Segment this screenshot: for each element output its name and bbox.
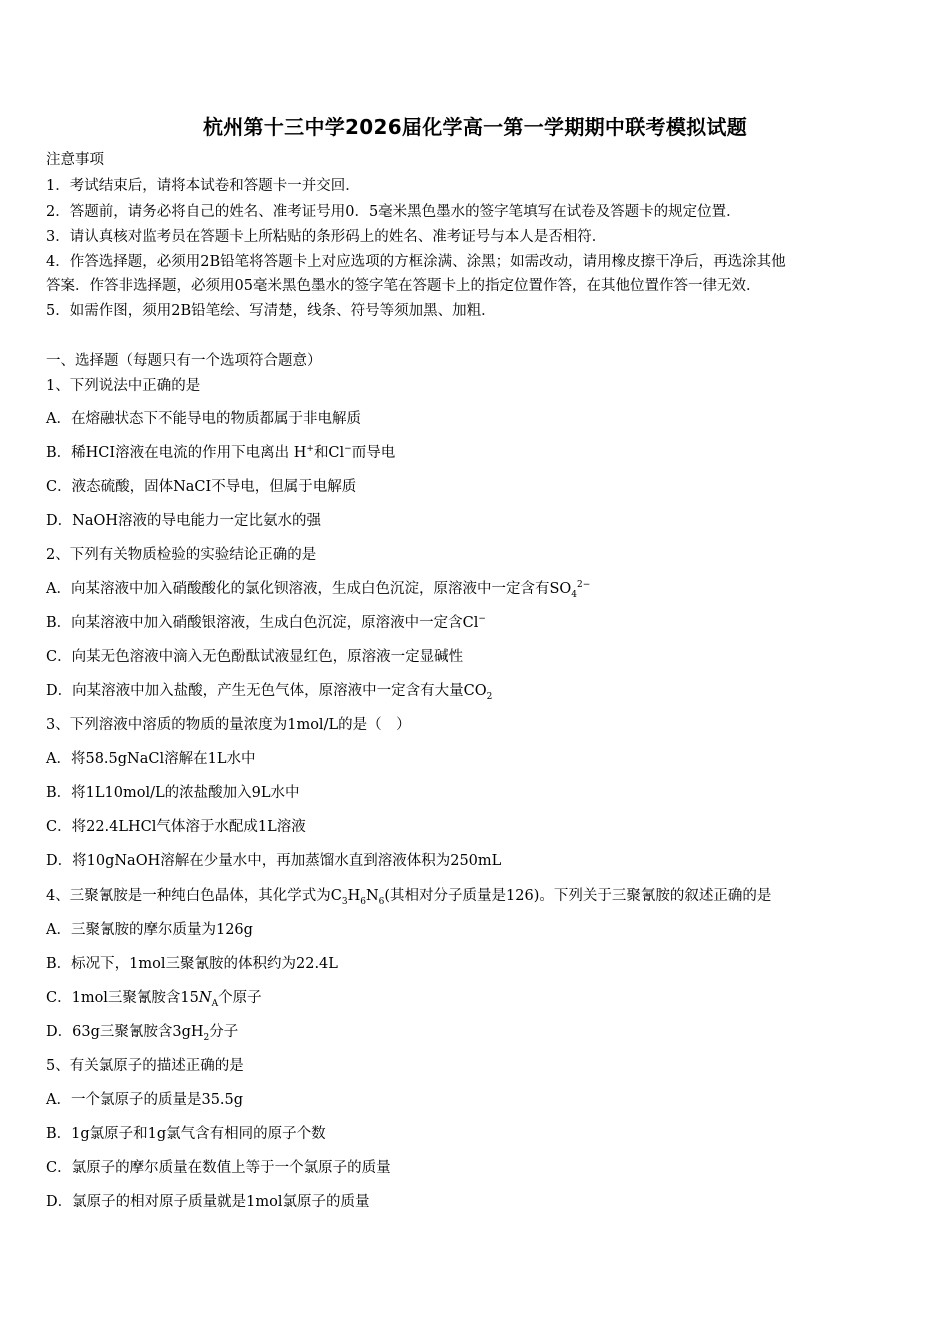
- section-heading: 一、选择题（每题只有一个选项符合题意）: [46, 353, 322, 369]
- question-2-option-d: D．向某溶液中加入盐酸，产生无色气体，原溶液中一定含有大量$CO_2$: [46, 683, 493, 702]
- question-1-option-b: B．稀HCI溶液在电流的作用下电离出 H+和Cl−而导电: [46, 444, 396, 461]
- question-1-option-a: A．在熔融状态下不能导电的物质都属于非电解质: [46, 411, 361, 427]
- question-5-option-a: A．一个氯原子的质量是35.5g: [46, 1092, 244, 1108]
- notice-item: 2．答题前，请务必将自己的姓名、准考证号用0．5毫米黑色墨水的签字笔填写在试卷及答题卡的规定位置．: [46, 204, 741, 220]
- question-3-option-d: D．将10gNaOH溶解在少量水中，再加蒸馏水直到溶液体积为250mL: [46, 853, 502, 869]
- notice-item: 3．请认真核对监考员在答题卡上所粘贴的条形码上的姓名、准考证号与本人是否相符．: [46, 229, 607, 245]
- question-1-option-d: D．NaOH溶液的导电能力一定比氨水的强: [46, 513, 321, 529]
- question-2-option-b: B．向某溶液中加入硝酸银溶液，生成白色沉淀，原溶液中一定含Cl−: [46, 614, 486, 631]
- question-2-stem: 2、下列有关物质检验的实验结论正确的是: [46, 547, 317, 563]
- question-1-option-c: C．液态硫酸，固体NaCI不导电，但属于电解质: [46, 479, 357, 495]
- question-1-stem: 1、下列说法中正确的是: [46, 378, 201, 394]
- question-5-option-d: D．氯原子的相对原子质量就是1mol氯原子的质量: [46, 1194, 370, 1210]
- question-5-option-c: C．氯原子的摩尔质量在数值上等于一个氯原子的质量: [46, 1160, 391, 1176]
- question-3-stem: 3、下列溶液中溶质的物质的量浓度为1mol/L的是（ ）: [46, 717, 411, 733]
- question-3-option-c: C．将22.4LHCl气体溶于水配成1L溶液: [46, 819, 306, 835]
- notice-heading: 注意事项: [46, 152, 104, 168]
- question-3-option-a: A．将58.5gNaCl溶解在1L水中: [46, 751, 256, 767]
- question-4-stem: 4、三聚氰胺是一种纯白色晶体，其化学式为$C_3H_6N_6$(其相对分子质量是126)。下列关于三聚氰胺的叙述正确的是: [46, 888, 772, 907]
- notice-item: 答案．作答非选择题，必须用05毫米黑色墨水的签字笔在答题卡上的指定位置作答，在其他位置作答一律无效．: [46, 278, 761, 294]
- question-2-option-a: A．向某溶液中加入硝酸酸化的氯化钡溶液，生成白色沉淀，原溶液中一定含有$SO_4^{2-}$: [46, 580, 591, 600]
- page-title: 杭州第十三中学2026届化学高一第一学期期中联考模拟试题: [202, 115, 748, 139]
- notice-item: 1．考试结束后，请将本试卷和答题卡一并交回．: [46, 178, 360, 194]
- question-4-option-b: B．标况下，1mol三聚氰胺的体积约为22.4L: [46, 956, 338, 972]
- notice-item: 5．如需作图，须用2B铅笔绘、写清楚，线条、符号等须加黑、加粗．: [46, 303, 496, 319]
- question-4-option-d: D．63g三聚氰胺含$3gH_2$分子: [46, 1024, 239, 1043]
- question-4-option-a: A．三聚氰胺的摩尔质量为126g: [46, 922, 253, 938]
- question-5-option-b: B．1g氯原子和1g氯气含有相同的原子个数: [46, 1126, 326, 1142]
- question-3-option-b: B．将1L10mol/L的浓盐酸加入9L水中: [46, 785, 300, 801]
- question-5-stem: 5、有关氯原子的描述正确的是: [46, 1058, 244, 1074]
- question-2-option-c: C．向某无色溶液中滴入无色酚酞试液显红色，原溶液一定显碱性: [46, 649, 464, 665]
- notice-item: 4．作答选择题，必须用2B铅笔将答题卡上对应选项的方框涂满、涂黑；如需改动，请用橡皮擦干净后，再选涂其他: [46, 254, 786, 270]
- question-4-option-c: C．1mol三聚氰胺含$15N_A$个原子: [46, 990, 262, 1009]
